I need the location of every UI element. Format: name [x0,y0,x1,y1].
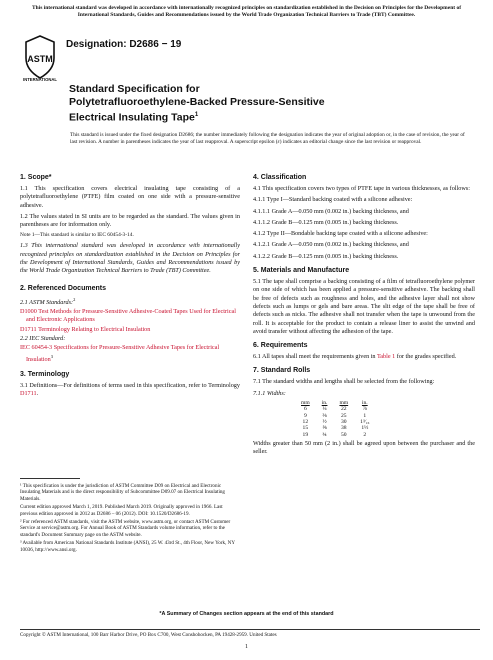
para-2-2: 2.2 IEC Standard: [20,334,66,342]
terminology-d1711-link[interactable]: D1711 [20,390,37,398]
title-line-3: Electrical Insulating Tape [69,111,195,124]
widths-cell: 50 [341,431,347,438]
widths-cell: 6 [303,406,307,413]
widths-cell: ⅝ [322,425,327,432]
widths-cell: 25 [341,412,347,419]
para-4-1-2-2: 4.1.2.2 Grade B—0.125 mm (0.005 in.) backing thickness. [253,252,399,260]
para-6-1: 6.1 All tapes shall meet the requirements given in [253,353,377,361]
ref-d1711-title[interactable]: Terminology Relating to Electrical Insulation [38,325,151,333]
para-3-1: 3.1 Definitions—For definitions of terms used in this specification, refer to Terminology [20,381,240,389]
para-4-1-1: 4.1.1 Type I—Standard backing coated with a silicone adhesive: [253,196,413,204]
widths-cell: 12 [302,418,309,425]
widths-header-cell: in. [361,400,368,407]
widths-cell: ⅜ [322,412,327,419]
section-2-heading: 2. Referenced Documents [20,284,106,292]
table-1-link[interactable]: Table 1 [376,353,396,361]
para-2-1: 2.1 ASTM Standards: [20,298,74,306]
section-4-heading: 4. Classification [253,174,307,181]
title-line-1: Standard Specification for [69,83,200,95]
widths-header-cell: mm [301,400,310,407]
widths-header-cell: in. [321,400,328,407]
widths-cell: 2 [363,431,367,438]
footnote-1-edition: Current edition approved March 1, 2019. Published March 2019. Originally approved in 1966. Last previous edition approved in 2012 as D2686 – 06 (2012). DOI: 10.1520/D2686-19. [20,504,223,517]
para-6-1-end: for the grades specified. [395,353,457,361]
widths-header-cell: mm [339,400,349,407]
section-5-heading: 5. Materials and Manufacture [253,267,350,275]
ref-d1000-title[interactable]: Test Methods for Pressure-Sensitive Adhesive-Coated Tapes Used for Electrical and Electronic Applications [26,308,236,324]
footnotes [20,483,240,555]
widths-cell: 22 [341,406,347,413]
footnote-2: ² For referenced ASTM standards, visit the ASTM website, www.astm.org, or contact ASTM Customer Service at service@astm.org. For Annual Book of ASTM Standards volume information, refer to the standard's Document Summary page on the ASTM website. [20,519,231,538]
logo-subtext: INTERNATIONAL [23,77,57,82]
copyright: Copyright © ASTM International, 100 Barr Harbor Drive, PO Box C700, West Conshohocken, PA 19428-2959. United States [20,629,480,638]
issue-note: This standard is issued under the fixed designation D2686; the number immediately following the designation indicates the year of original adoption or, in the case of revision, the year of last revision. A number in parentheses indicates the year of last reapproval. A superscript epsilon (ε) indicates an editorial change since the last revision or reapproval. [70,132,465,145]
widths-cell: ½ [322,418,327,425]
widths-row [295,432,375,438]
para-1-3: 1.3 This international standard was developed in accordance with internationally recognized principles on standardization established in the Decision on Principles for the Development of International Standards, Guides and Recommendations issued by the World Trade Organization Technical Barriers to Trade (TBT) Committee. [20,242,240,275]
widths-cell: 38 [341,425,347,432]
widths-cell: 15 [302,425,309,432]
footnote-1: ¹ This specification is under the jurisdiction of ASTM Committee D09 on Electrical and Electronic Insulating Materials and is the direct responsibility of Subcommittee D09.07 on Electrical Insulating Materials. [20,483,225,502]
para-5-1: 5.1 The tape shall comprise a backing consisting of a film of tetrafluoroethylene polymer on one side of which has been applied a pressure-sensitive adhesive. The backing shall be free of defects such as roughness and holes, and the adhesive layer shall not show defects such as lumps or gels and bare areas. The slit edge of the tape shall be free of defects such as nicks. The adhesive shall not transfer when the tape is unwound from the roll. It is acceptable for the product to contain a release liner to assist the unwind and avoid transfer without affecting the adhesion of the tape. [253,278,475,335]
ref-d1711-link[interactable]: D1711 [20,325,37,333]
para-4-1: 4.1 This specification covers two types of PTFE tape in various thicknesses, as follows: [253,185,470,192]
ref-iec-title[interactable]: Specifications for Pressure-Sensitive Adhesive Tapes for Electrical Insulation [26,344,220,363]
para-7-1-1: 7.1.1 Widths: [253,389,286,397]
para-4-1-2-1: 4.1.2.1 Grade A—0.050 mm (0.002 in.) backing thickness, and [253,241,409,249]
para-3-1-end: . [36,390,39,398]
section-1-heading: 1. Scope* [20,174,52,181]
document-title [69,83,429,125]
footnote-rule [20,478,80,479]
para-1-2: 1.2 The values stated in SI units are to be regarded as the standard. The values given in parentheses are for information only. [20,212,240,229]
title-footnote-ref: 1 [194,112,199,118]
para-1-1: 1.1 This specification covers electrical insulating tape consisting of a polytetrafluoroethylene (PTFE) film coated on one side with a pressure-sensitive adhesive. [20,185,240,209]
ref-d1000-link[interactable]: D1000 [20,308,37,316]
para-4-1-2: 4.1.2 Type II—Bondable backing tape coated with a silicone adhesive: [253,230,428,238]
section-3-heading: 3. Terminology [20,370,70,378]
section-7-heading: 7. Standard Rolls [253,367,311,375]
widths-cell: 30 [341,418,347,425]
widths-table [295,400,375,438]
para-4-1-1-1: 4.1.1.1 Grade A—0.050 mm (0.002 in.) backing thickness, and [253,207,409,215]
tbt-notice: This international standard was developed in accordance with internationally recognized principles on standardization established in the Decision on Principles for the Development of International Standards, Guides and Recommendations issued by the World Trade Organization Technical Barriers to Trade (TBT) Committee. [31,5,462,18]
para-7-1: 7.1 The standard widths and lengths shall be selected from the following: [253,378,435,386]
left-column [20,174,240,401]
widths-cell: 19 [302,431,309,438]
para-4-1-1-2: 4.1.1.2 Grade B—0.125 mm (0.005 in.) backing thickness. [253,218,399,226]
widths-cell: 1³⁄₁₆ [360,418,370,425]
page-number: 1 [245,644,248,650]
title-line-2: Polytetrafluoroethylene-Backed Pressure-Sensitive [69,96,325,108]
widths-cell: ⅞ [362,406,367,413]
widths-cell: ¼ [322,406,327,413]
astm-logo [20,34,60,82]
summary-of-changes-note: *A Summary of Changes section appears at the end of this standard [159,611,334,617]
widths-cell: 1½ [361,425,369,432]
designation: Designation: D2686 − 19 [66,39,182,50]
logo-text: ASTM [27,54,53,64]
footnote-3: ³ Available from American National Standards Institute (ANSI), 25 W. 43rd St., 4th Floor, New York, NY 10036, http://www.ansi.org. [20,540,235,553]
widths-cell: 9 [303,412,307,419]
ref-iec-link[interactable]: IEC 60454-3 [20,344,53,352]
widths-cell: ¾ [322,431,327,438]
section-6-heading: 6. Requirements [253,342,308,350]
right-column [253,174,475,459]
footnote-ref-3: 3 [50,353,53,359]
note-1: Note 1—This standard is similar to IEC 60454-3-14. [20,232,134,239]
widths-cell: 1 [363,412,367,419]
para-7-widths-note: Widths greater than 50 mm (2 in.) shall be agreed upon between the purchaser and the seller. [253,439,475,456]
footnote-ref-2: 2 [73,296,76,302]
